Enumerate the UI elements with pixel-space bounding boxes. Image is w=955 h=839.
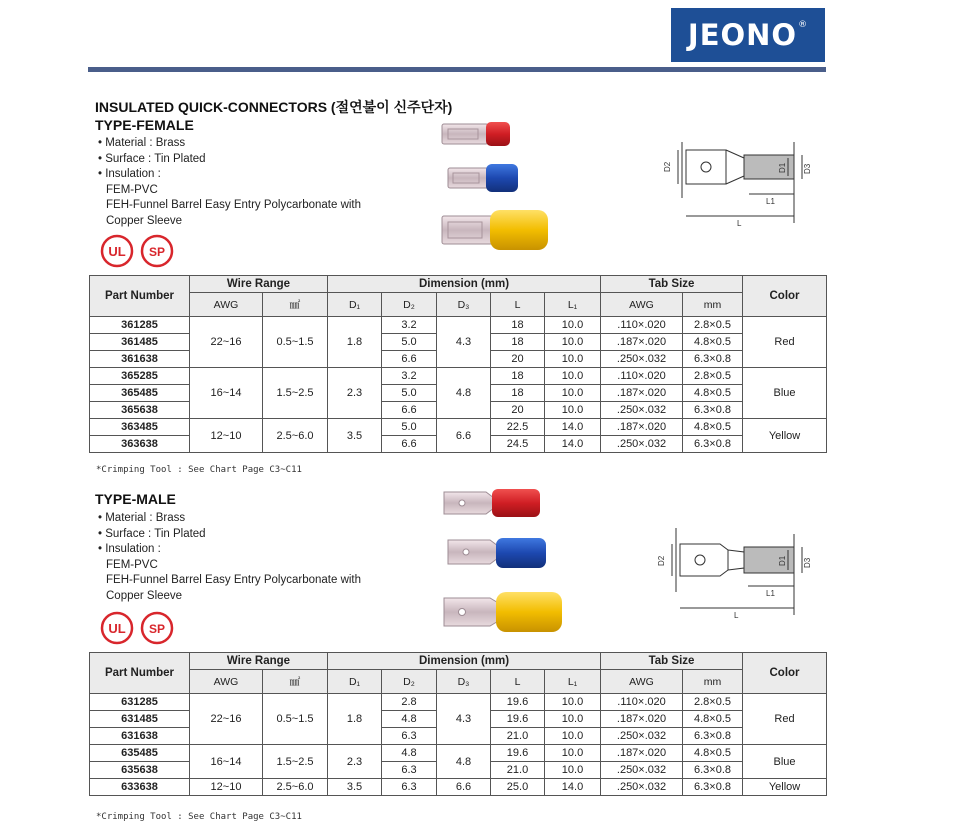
- tab-awg-cell: .250×.032: [601, 779, 683, 796]
- spec-material: • Material : Brass: [98, 512, 186, 524]
- l1-cell: 10.0: [545, 351, 601, 368]
- th-d3: D₃: [437, 293, 491, 317]
- th-d1: D₁: [328, 293, 382, 317]
- d2-cell: 6.3: [382, 779, 437, 796]
- spec-copper-sleeve: Copper Sleeve: [106, 214, 183, 227]
- th-l: L: [491, 670, 545, 694]
- th-color: Color: [743, 653, 827, 694]
- th-mm2: ㎟: [263, 670, 328, 694]
- female-type-title: TYPE-FEMALE: [95, 117, 194, 133]
- tab-mm-cell: 2.8×0.5: [683, 368, 743, 385]
- tab-awg-cell: .110×.020: [601, 317, 683, 334]
- tab-awg-cell: .187×.020: [601, 385, 683, 402]
- tab-mm-cell: 6.3×0.8: [683, 762, 743, 779]
- th-wire-range: Wire Range: [190, 276, 328, 293]
- part-number-cell: 635638: [90, 762, 190, 779]
- tab-mm-cell: 6.3×0.8: [683, 728, 743, 745]
- csa-mark-text: SP: [148, 245, 166, 259]
- l-cell: 19.6: [491, 694, 545, 711]
- brand-registered-mark: ®: [798, 20, 809, 30]
- male-d1-label: D1: [778, 555, 787, 566]
- wire-mm2-cell: 1.5~2.5: [263, 368, 328, 419]
- female-crimping-note: *Crimping Tool : See Chart Page C3~C11: [96, 465, 302, 475]
- part-number-cell: 631485: [90, 711, 190, 728]
- l-cell: 21.0: [491, 762, 545, 779]
- tab-mm-cell: 4.8×0.5: [683, 385, 743, 402]
- th-dimension: Dimension (mm): [328, 276, 601, 293]
- d2-cell: 6.6: [382, 402, 437, 419]
- wire-mm2-cell: 0.5~1.5: [263, 317, 328, 368]
- female-d2-label: D2: [663, 161, 672, 172]
- wire-awg-cell: 16~14: [190, 745, 263, 779]
- tab-awg-cell: .110×.020: [601, 694, 683, 711]
- th-tab-size: Tab Size: [601, 653, 743, 670]
- d2-cell: 4.8: [382, 745, 437, 762]
- th-d2: D₂: [382, 293, 437, 317]
- tab-awg-cell: .187×.020: [601, 711, 683, 728]
- male-spec-table: [89, 652, 827, 796]
- th-tab-mm: mm: [683, 670, 743, 694]
- ul-mark-text: UL: [108, 621, 126, 636]
- l1-cell: 10.0: [545, 745, 601, 762]
- l1-cell: 10.0: [545, 368, 601, 385]
- d3-cell: 6.6: [437, 779, 491, 796]
- tab-mm-cell: 6.3×0.8: [683, 351, 743, 368]
- spec-fem-pvc: FEM-PVC: [106, 183, 158, 196]
- l1-cell: 10.0: [545, 334, 601, 351]
- d2-cell: 4.8: [382, 711, 437, 728]
- ul-certification-icon: [100, 611, 134, 645]
- d1-cell: 3.5: [328, 779, 382, 796]
- th-awg: AWG: [190, 293, 263, 317]
- l1-cell: 10.0: [545, 694, 601, 711]
- table-row: [90, 745, 827, 762]
- l1-cell: 14.0: [545, 419, 601, 436]
- color-cell: Red: [743, 317, 827, 368]
- tab-mm-cell: 6.3×0.8: [683, 436, 743, 453]
- spec-surface: • Surface : Tin Plated: [98, 152, 206, 165]
- l1-cell: 14.0: [545, 779, 601, 796]
- d2-cell: 5.0: [382, 334, 437, 351]
- brand-name: JEONO: [687, 18, 798, 52]
- tab-awg-cell: .250×.032: [601, 762, 683, 779]
- spec-feh: FEH-Funnel Barrel Easy Entry Polycarbonate with: [106, 199, 362, 211]
- l-cell: 18: [491, 334, 545, 351]
- female-l1-label: L1: [766, 197, 775, 206]
- male-crimping-note: *Crimping Tool : See Chart Page C3~C11: [96, 812, 302, 822]
- jeono-logo: [671, 8, 825, 62]
- female-spec-table: [89, 275, 827, 453]
- l1-cell: 10.0: [545, 728, 601, 745]
- wire-awg-cell: 12~10: [190, 779, 263, 796]
- tab-awg-cell: .110×.020: [601, 368, 683, 385]
- tab-awg-cell: .250×.032: [601, 728, 683, 745]
- th-l: L: [491, 293, 545, 317]
- spec-surface: • Surface : Tin Plated: [98, 527, 206, 540]
- l-cell: 20: [491, 402, 545, 419]
- d3-cell: 4.8: [437, 745, 491, 779]
- d3-cell: 6.6: [437, 419, 491, 453]
- female-table-body: [90, 317, 827, 453]
- l-cell: 19.6: [491, 711, 545, 728]
- male-type-title: TYPE-MALE: [95, 491, 176, 507]
- l-cell: 25.0: [491, 779, 545, 796]
- wire-mm2-cell: 2.5~6.0: [263, 779, 328, 796]
- d2-cell: 6.3: [382, 762, 437, 779]
- part-number-cell: 631638: [90, 728, 190, 745]
- part-number-cell: 361485: [90, 334, 190, 351]
- color-cell: Yellow: [743, 779, 827, 796]
- male-d2-label: D2: [657, 555, 666, 566]
- part-number-cell: 635485: [90, 745, 190, 762]
- th-l1: L₁: [545, 670, 601, 694]
- wire-awg-cell: 22~16: [190, 694, 263, 745]
- wire-awg-cell: 16~14: [190, 368, 263, 419]
- tab-awg-cell: .250×.032: [601, 436, 683, 453]
- tab-awg-cell: .187×.020: [601, 419, 683, 436]
- female-l-label: L: [737, 219, 742, 228]
- l1-cell: 10.0: [545, 762, 601, 779]
- d2-cell: 2.8: [382, 694, 437, 711]
- tab-mm-cell: 4.8×0.5: [683, 419, 743, 436]
- d3-cell: 4.3: [437, 694, 491, 745]
- l1-cell: 10.0: [545, 385, 601, 402]
- th-part-number: Part Number: [90, 276, 190, 317]
- tab-mm-cell: 2.8×0.5: [683, 694, 743, 711]
- d1-cell: 2.3: [328, 745, 382, 779]
- th-dimension: Dimension (mm): [328, 653, 601, 670]
- csa-certification-icon: [140, 611, 174, 645]
- csa-certification-icon: [140, 234, 174, 268]
- th-d3: D₃: [437, 670, 491, 694]
- male-l-label: L: [734, 611, 739, 620]
- l-cell: 21.0: [491, 728, 545, 745]
- table-row: [90, 779, 827, 796]
- th-tab-mm: mm: [683, 293, 743, 317]
- l-cell: 18: [491, 317, 545, 334]
- th-tab-awg: AWG: [601, 293, 683, 317]
- spec-insulation: • Insulation :: [98, 168, 161, 180]
- wire-mm2-cell: 0.5~1.5: [263, 694, 328, 745]
- l1-cell: 10.0: [545, 711, 601, 728]
- d1-cell: 1.8: [328, 694, 382, 745]
- d1-cell: 2.3: [328, 368, 382, 419]
- table-row: [90, 694, 827, 711]
- d3-cell: 4.3: [437, 317, 491, 368]
- th-d1: D₁: [328, 670, 382, 694]
- tab-awg-cell: .187×.020: [601, 745, 683, 762]
- ul-certification-icon: [100, 234, 134, 268]
- l-cell: 18: [491, 368, 545, 385]
- table-row: [90, 419, 827, 436]
- th-wire-range: Wire Range: [190, 653, 328, 670]
- part-number-cell: 365285: [90, 368, 190, 385]
- part-number-cell: 365485: [90, 385, 190, 402]
- th-mm2: ㎟: [263, 293, 328, 317]
- wire-mm2-cell: 1.5~2.5: [263, 745, 328, 779]
- female-d3-label: D3: [803, 163, 812, 174]
- color-cell: Yellow: [743, 419, 827, 453]
- female-spec-list: [98, 136, 361, 229]
- tab-mm-cell: 4.8×0.5: [683, 334, 743, 351]
- male-l1-label: L1: [766, 589, 775, 598]
- color-cell: Blue: [743, 368, 827, 419]
- th-tab-awg: AWG: [601, 670, 683, 694]
- csa-mark-text: SP: [148, 622, 166, 636]
- tab-mm-cell: 4.8×0.5: [683, 711, 743, 728]
- female-dimension-drawing: [664, 128, 814, 228]
- d1-cell: 1.8: [328, 317, 382, 368]
- spec-feh: FEH-Funnel Barrel Easy Entry Polycarbonate with: [106, 574, 362, 586]
- table-row: [90, 368, 827, 385]
- th-color: Color: [743, 276, 827, 317]
- d2-cell: 6.6: [382, 436, 437, 453]
- tab-mm-cell: 6.3×0.8: [683, 779, 743, 796]
- tab-mm-cell: 4.8×0.5: [683, 745, 743, 762]
- female-d1-label: D1: [778, 162, 787, 173]
- color-cell: Blue: [743, 745, 827, 779]
- th-awg: AWG: [190, 670, 263, 694]
- d2-cell: 3.2: [382, 317, 437, 334]
- l1-cell: 10.0: [545, 317, 601, 334]
- spec-insulation: • Insulation :: [98, 543, 161, 555]
- color-cell: Red: [743, 694, 827, 745]
- wire-awg-cell: 22~16: [190, 317, 263, 368]
- section-title: INSULATED QUICK-CONNECTORS (절연불이 신주단자): [95, 99, 453, 115]
- l1-cell: 14.0: [545, 436, 601, 453]
- part-number-cell: 361285: [90, 317, 190, 334]
- part-number-cell: 631285: [90, 694, 190, 711]
- d2-cell: 5.0: [382, 385, 437, 402]
- part-number-cell: 361638: [90, 351, 190, 368]
- th-part-number: Part Number: [90, 653, 190, 694]
- d2-cell: 6.3: [382, 728, 437, 745]
- spec-fem-pvc: FEM-PVC: [106, 558, 158, 571]
- th-tab-size: Tab Size: [601, 276, 743, 293]
- tab-mm-cell: 6.3×0.8: [683, 402, 743, 419]
- wire-mm2-cell: 2.5~6.0: [263, 419, 328, 453]
- male-spec-list: [98, 511, 361, 604]
- d1-cell: 3.5: [328, 419, 382, 453]
- d2-cell: 6.6: [382, 351, 437, 368]
- d3-cell: 4.8: [437, 368, 491, 419]
- th-l1: L₁: [545, 293, 601, 317]
- l-cell: 20: [491, 351, 545, 368]
- wire-awg-cell: 12~10: [190, 419, 263, 453]
- l-cell: 22.5: [491, 419, 545, 436]
- l1-cell: 10.0: [545, 402, 601, 419]
- male-d3-label: D3: [803, 557, 812, 568]
- d2-cell: 3.2: [382, 368, 437, 385]
- tab-awg-cell: .187×.020: [601, 334, 683, 351]
- male-dimension-drawing: [658, 520, 813, 620]
- tab-awg-cell: .250×.032: [601, 402, 683, 419]
- d2-cell: 5.0: [382, 419, 437, 436]
- part-number-cell: 365638: [90, 402, 190, 419]
- part-number-cell: 363638: [90, 436, 190, 453]
- l-cell: 18: [491, 385, 545, 402]
- tab-mm-cell: 2.8×0.5: [683, 317, 743, 334]
- l-cell: 24.5: [491, 436, 545, 453]
- male-table-body: [90, 694, 827, 796]
- th-d2: D₂: [382, 670, 437, 694]
- part-number-cell: 633638: [90, 779, 190, 796]
- part-number-cell: 363485: [90, 419, 190, 436]
- male-connectors-photo: [440, 486, 565, 636]
- tab-awg-cell: .250×.032: [601, 351, 683, 368]
- table-row: [90, 317, 827, 334]
- spec-material: • Material : Brass: [98, 137, 186, 149]
- female-connectors-photo: [440, 118, 555, 258]
- ul-mark-text: UL: [108, 244, 126, 259]
- l-cell: 19.6: [491, 745, 545, 762]
- spec-copper-sleeve: Copper Sleeve: [106, 589, 183, 602]
- header-rule: [88, 67, 826, 72]
